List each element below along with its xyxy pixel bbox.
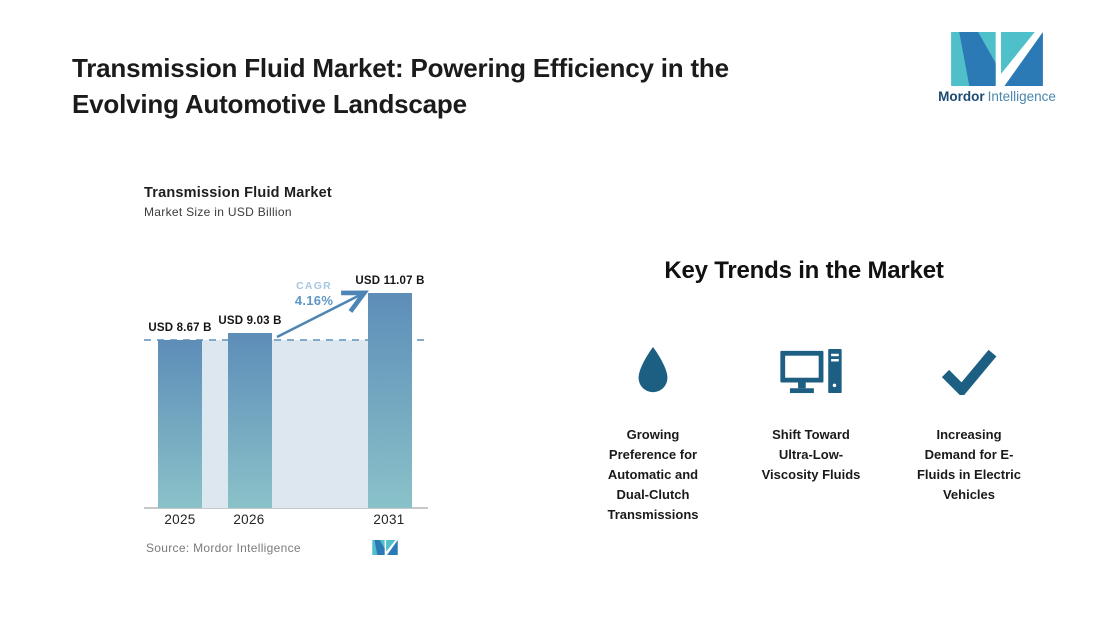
- computer-icon: [780, 349, 842, 394]
- trend-item-viscosity: [736, 345, 886, 525]
- droplet-icon: [633, 346, 673, 396]
- trend-label: Increasing Demand for E-Fluids in Electric Vehicles: [916, 427, 1022, 502]
- trends-heading: Key Trends in the Market: [664, 257, 944, 284]
- x-tick-2031: 2031: [373, 512, 405, 527]
- bar-value-label: USD 8.67 B: [148, 322, 212, 334]
- source-row: [146, 540, 398, 555]
- trend-label: Growing Preference for Automatic and Dual-Clutch Transmissions: [607, 427, 699, 522]
- source-text: Source: Mordor Intelligence: [146, 540, 301, 555]
- chart-title: Transmission Fluid Market: [144, 185, 332, 201]
- trend-label: Shift Toward Ultra-Low-Viscosity Fluids: [761, 427, 861, 482]
- page-title: Transmission Fluid Market: Powering Efficiency in the Evolving Automotive Landscape: [72, 53, 729, 119]
- x-tick-2025: 2025: [164, 512, 196, 527]
- cagr-value: 4.16%: [294, 293, 334, 308]
- bar-chart-plot: [144, 240, 428, 508]
- bar: [228, 333, 272, 508]
- chart-subtitle: Market Size in USD Billion: [144, 205, 292, 219]
- mordor-intelligence-logo-icon: [951, 32, 1043, 86]
- cagr-label: CAGR: [296, 280, 332, 292]
- bar: [368, 293, 412, 508]
- bar-value-label: USD 9.03 B: [218, 315, 282, 327]
- bar-value-label: USD 11.07 B: [355, 275, 425, 287]
- brand-name: [933, 89, 1061, 104]
- brand-name-bold: Mordor: [938, 89, 985, 104]
- checkmark-icon: [940, 348, 998, 395]
- trend-item-transmissions: [578, 345, 728, 525]
- mini-logo-icon: [372, 540, 398, 555]
- growth-arrow-icon: [270, 282, 374, 344]
- brand-name-light: Intelligence: [987, 89, 1056, 104]
- bar: [158, 340, 202, 508]
- x-tick-2026: 2026: [233, 512, 265, 527]
- trends-row: [578, 345, 1044, 525]
- trend-item-efluids: [894, 345, 1044, 525]
- brand-logo: [933, 32, 1061, 104]
